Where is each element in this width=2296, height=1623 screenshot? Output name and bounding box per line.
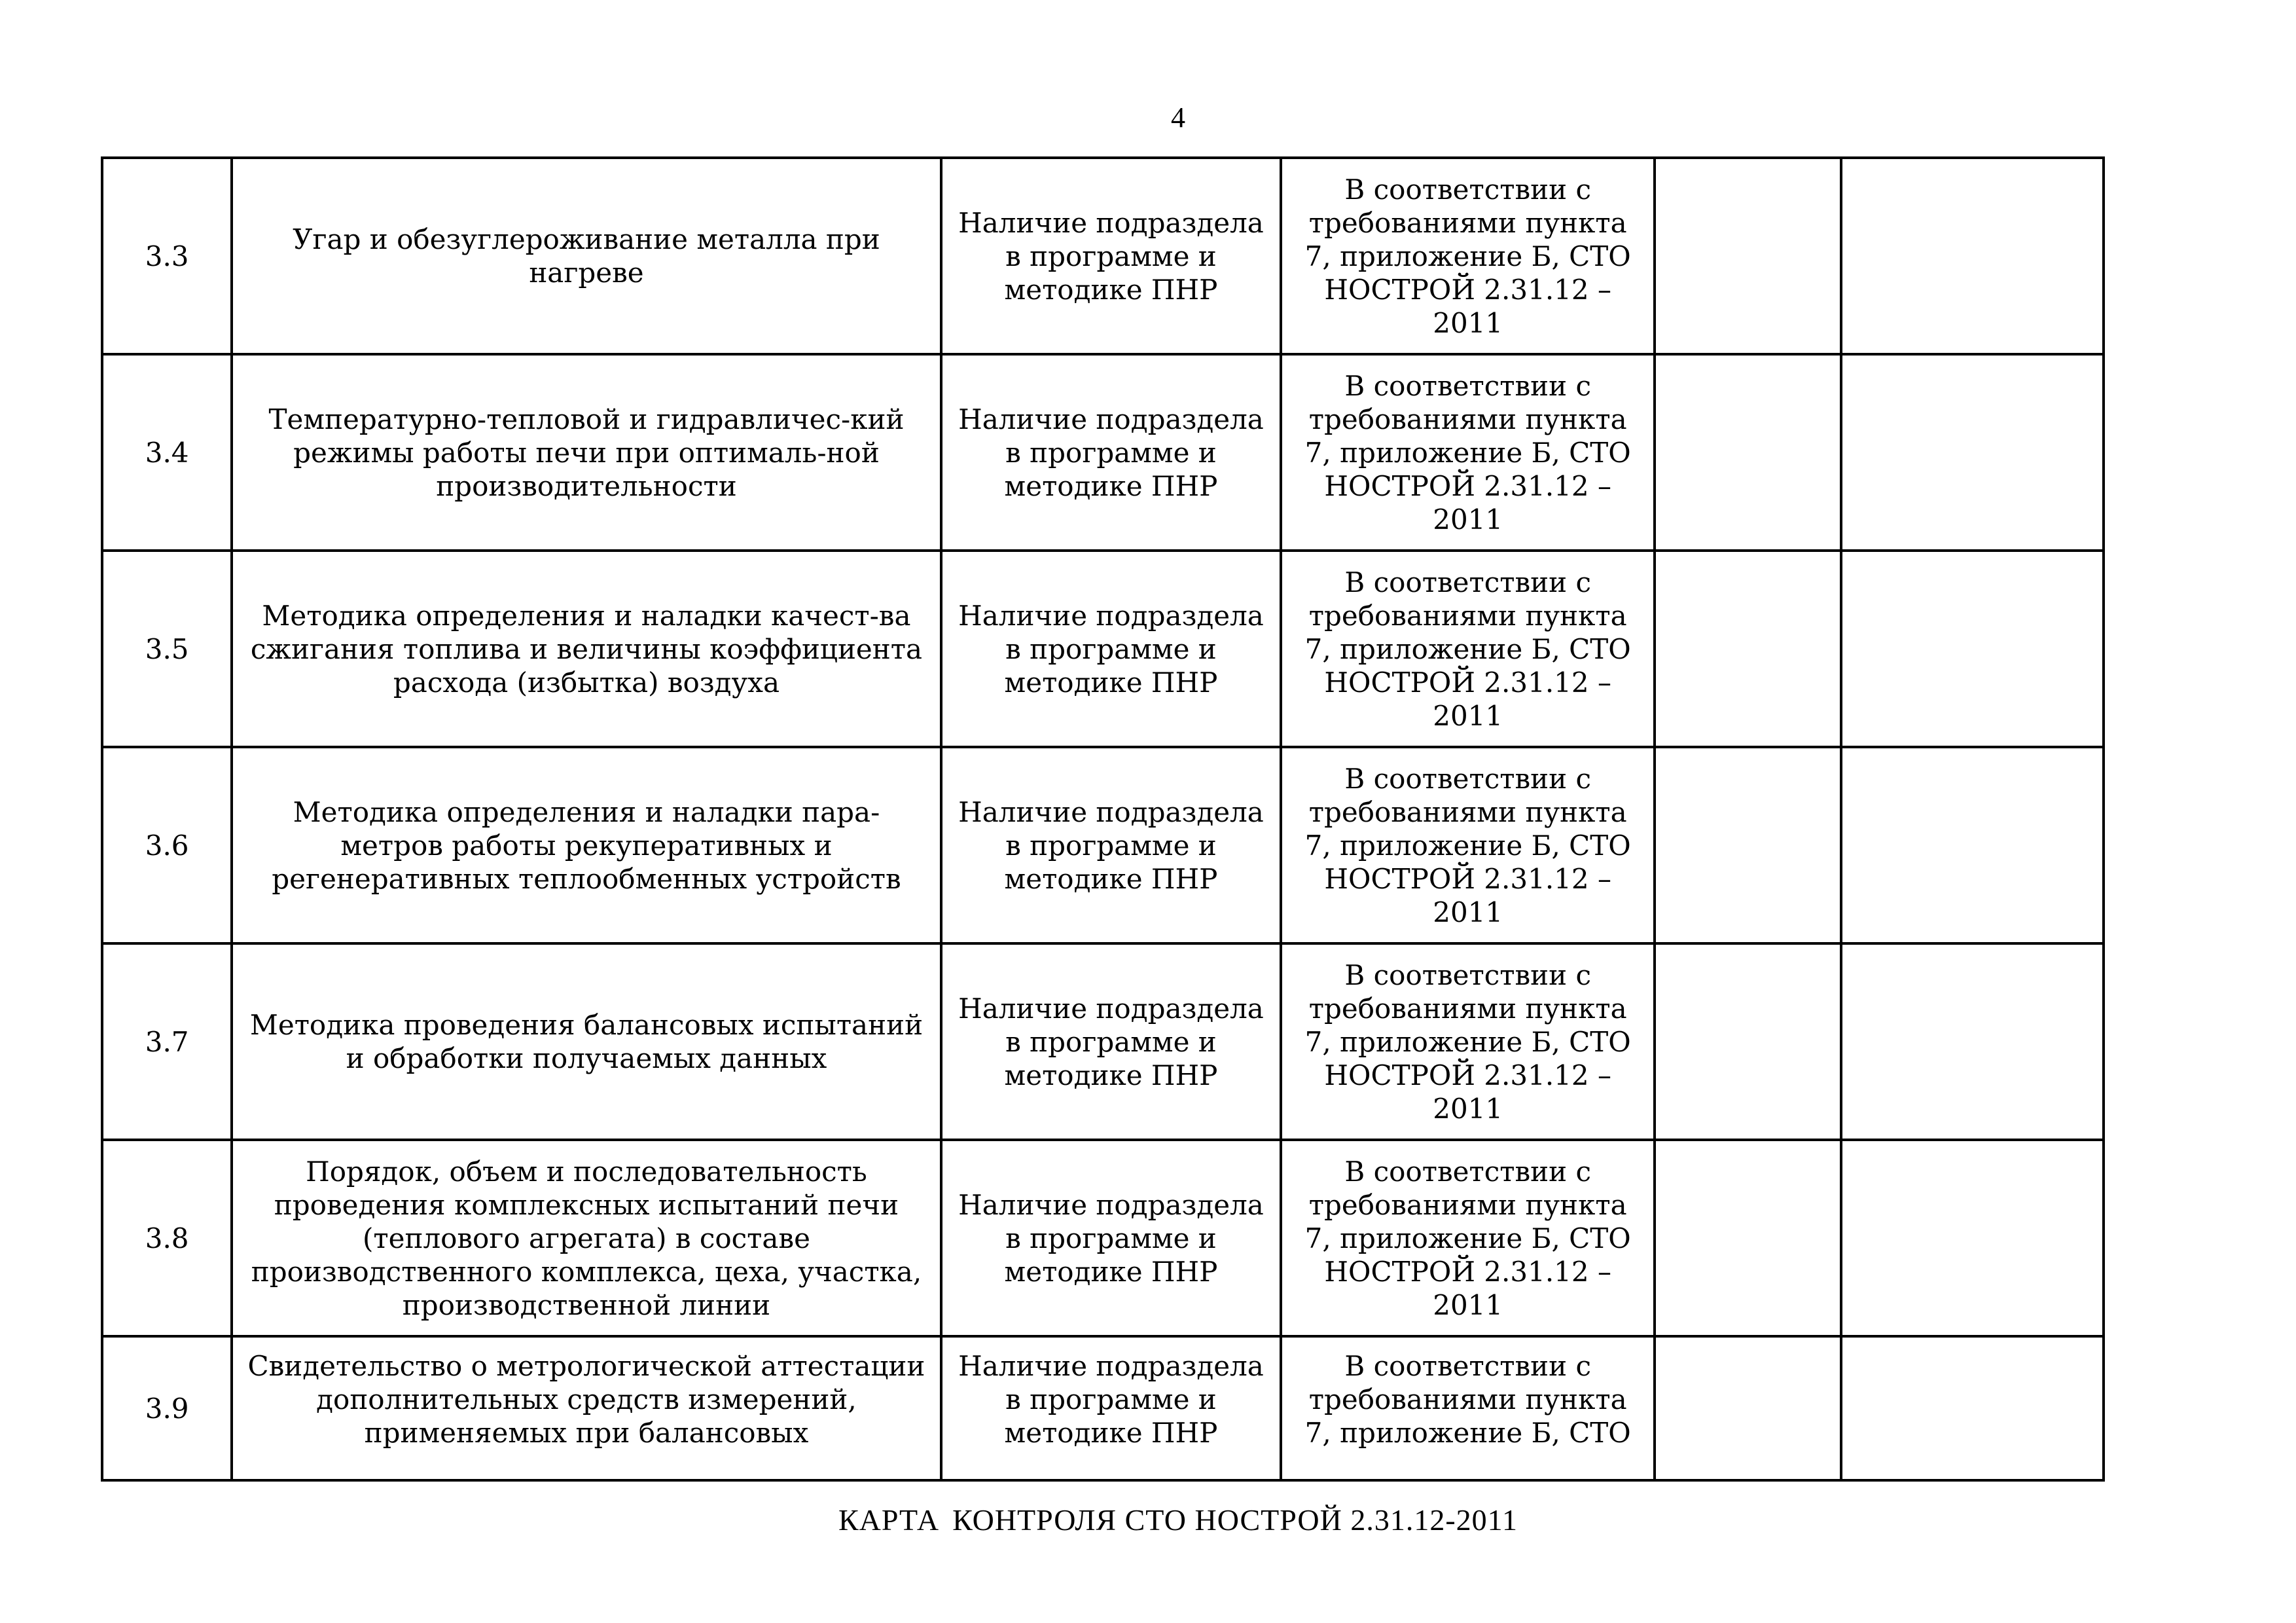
footer-caption xyxy=(0,1501,2296,1540)
item-reference: В соответствии с требованиями пункта 7, приложение Б, СТО НОСТРОЙ 2.31.12 – 2011 xyxy=(1281,943,1655,1140)
item-reference: В соответствии с требованиями пункта 7, приложение Б, СТО НОСТРОЙ 2.31.12 – 2011 xyxy=(1281,747,1655,943)
empty-cell-5 xyxy=(1655,943,1841,1140)
item-number: 3.7 xyxy=(102,943,232,1140)
empty-cell-5 xyxy=(1655,354,1841,551)
empty-cell-6 xyxy=(1841,354,2104,551)
item-description: Порядок, объем и последовательность проведения комплексных испытаний печи (теплового агрегата) в составе производственного комплекса, цеха, участка, производственной линии xyxy=(232,1140,941,1336)
item-description: Методика определения и наладки пара-метров работы рекуперативных и регенеративных теплообменных устройств xyxy=(232,747,941,943)
empty-cell-5 xyxy=(1655,1140,1841,1336)
item-reference: В соответствии с требованиями пункта 7, приложение Б, СТО xyxy=(1281,1336,1655,1480)
item-description: Температурно-тепловой и гидравличес-кий режимы работы печи при оптималь-ной производительности xyxy=(232,354,941,551)
item-reference: В соответствии с требованиями пункта 7, приложение Б, СТО НОСТРОЙ 2.31.12 – 2011 xyxy=(1281,551,1655,747)
item-number: 3.9 xyxy=(102,1336,232,1480)
table-row xyxy=(102,1140,2104,1336)
table-row xyxy=(102,943,2104,1140)
empty-cell-6 xyxy=(1841,1336,2104,1480)
item-description: Угар и обезуглероживание металла при нагреве xyxy=(232,158,941,354)
item-number: 3.5 xyxy=(102,551,232,747)
item-description: Методика определения и наладки качест-ва сжигания топлива и величины коэффициента расхода (избытка) воздуха xyxy=(232,551,941,747)
table-row xyxy=(102,158,2104,354)
item-reference: В соответствии с требованиями пункта 7, приложение Б, СТО НОСТРОЙ 2.31.12 – 2011 xyxy=(1281,1140,1655,1336)
item-reference: В соответствии с требованиями пункта 7, приложение Б, СТО НОСТРОЙ 2.31.12 – 2011 xyxy=(1281,354,1655,551)
empty-cell-6 xyxy=(1841,1140,2104,1336)
page-number: 4 xyxy=(1171,101,1185,134)
table-row xyxy=(102,1336,2104,1480)
footer-right: КОНТРОЛЯ СТО НОСТРОЙ 2.31.12-2011 xyxy=(952,1503,1518,1537)
control-table xyxy=(101,156,2105,1482)
item-reference: В соответствии с требованиями пункта 7, приложение Б, СТО НОСТРОЙ 2.31.12 – 2011 xyxy=(1281,158,1655,354)
empty-cell-5 xyxy=(1655,1336,1841,1480)
item-number: 3.3 xyxy=(102,158,232,354)
empty-cell-5 xyxy=(1655,747,1841,943)
empty-cell-6 xyxy=(1841,551,2104,747)
item-number: 3.4 xyxy=(102,354,232,551)
item-requirement: Наличие подраздела в программе и методике ПНР xyxy=(941,1140,1282,1336)
footer-left: КАРТА xyxy=(838,1503,940,1537)
empty-cell-6 xyxy=(1841,943,2104,1140)
empty-cell-6 xyxy=(1841,747,2104,943)
item-requirement: Наличие подраздела в программе и методике ПНР xyxy=(941,747,1282,943)
item-description: Свидетельство о метрологической аттестации дополнительных средств измерений, применяемых при балансовых xyxy=(232,1336,941,1480)
table-row xyxy=(102,354,2104,551)
item-description: Методика проведения балансовых испытаний и обработки получаемых данных xyxy=(232,943,941,1140)
empty-cell-5 xyxy=(1655,158,1841,354)
item-number: 3.8 xyxy=(102,1140,232,1336)
empty-cell-6 xyxy=(1841,158,2104,354)
item-requirement: Наличие подраздела в программе и методике ПНР xyxy=(941,551,1282,747)
item-requirement: Наличие подраздела в программе и методике ПНР xyxy=(941,158,1282,354)
table-row xyxy=(102,551,2104,747)
item-requirement: Наличие подраздела в программе и методике ПНР xyxy=(941,354,1282,551)
item-requirement: Наличие подраздела в программе и методике ПНР xyxy=(941,943,1282,1140)
empty-cell-5 xyxy=(1655,551,1841,747)
table-row xyxy=(102,747,2104,943)
item-requirement: Наличие подраздела в программе и методике ПНР xyxy=(941,1336,1282,1480)
item-number: 3.6 xyxy=(102,747,232,943)
